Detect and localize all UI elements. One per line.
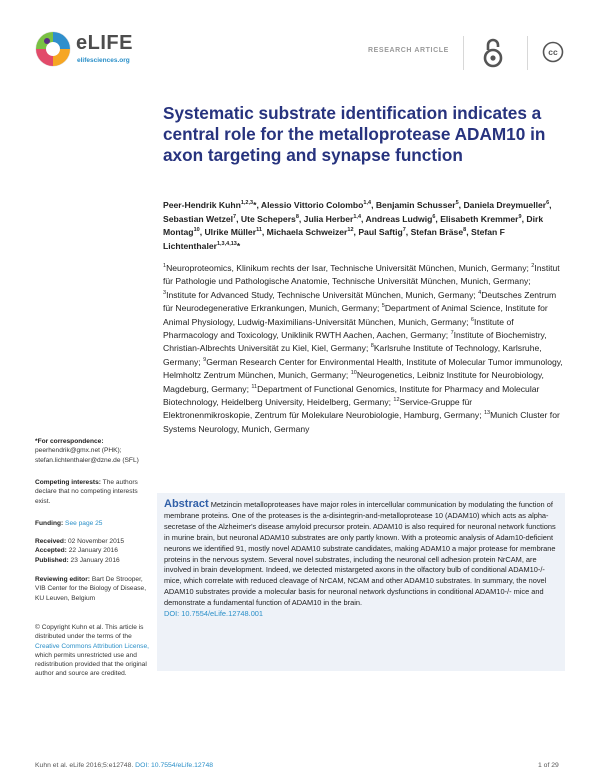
author-separator: ,: [521, 213, 527, 224]
author-separator: ,: [371, 200, 376, 210]
reviewing-editor-text: Bart De Strooper, VIB Center for the Biology of Disease, KU Leuven, Belgium: [35, 576, 147, 602]
reviewing-editor-block: [35, 575, 150, 603]
affiliation-text: Institute for Advanced Study, Technische Universität München, Munich, Germany;: [166, 289, 479, 300]
author-name[interactable]: Elisabeth Kremmer: [440, 213, 519, 224]
funding-block: [35, 519, 150, 528]
author-separator: ,: [298, 213, 304, 224]
footer-citation: [35, 762, 213, 769]
article-type-label: RESEARCH ARTICLE: [368, 47, 449, 54]
logo-site-url[interactable]: elifesciences.org: [77, 57, 130, 64]
author-affiliation-marker: 8: [295, 213, 299, 220]
author-name[interactable]: Julia Herber: [303, 213, 354, 224]
competing-interests-text: The authors declare that no competing interests exist.: [35, 479, 138, 505]
citation-doi-link[interactable]: DOI: 10.7554/eLife.12748: [135, 762, 214, 769]
received-date: 02 November 2015: [68, 538, 125, 545]
competing-interests-label: Competing interests:: [35, 479, 101, 486]
author-affiliation-marker: 10: [193, 227, 200, 234]
accepted-label: Accepted:: [35, 547, 67, 555]
dates-block: [35, 537, 150, 565]
affiliation-text: Institut für Pathologie und Pathologische Anatomie, Technische Universität München, Munich, Germany;: [163, 263, 560, 287]
affiliation-text: Deutsches Zentrum für Neurodegenerative Erkrankungen, Munich, Germany;: [163, 289, 557, 314]
license-link[interactable]: Creative Commons Attribution License,: [35, 642, 149, 650]
correspondence-block: [35, 437, 150, 465]
author-name[interactable]: Sebastian Wetzel: [163, 213, 234, 224]
author-affiliation-marker: 9: [518, 213, 522, 220]
affiliation-text: German Research Center for Environmental Health, Institute of Molecular Tumor immunology, Helmholtz Zentrum München, Munich, Germany;: [163, 356, 563, 381]
copyright-text: Copyright Kuhn et al. This article is distributed under the terms of the: [35, 624, 144, 641]
svg-text:cc: cc: [548, 47, 558, 58]
affiliation-number: 11: [251, 383, 258, 390]
author-separator: ,: [405, 227, 411, 238]
accepted-date: 22 January 2016: [68, 547, 118, 555]
abstract-doi-link[interactable]: DOI: 10.7554/eLife.12748.001: [164, 609, 264, 619]
author-list: [163, 199, 563, 254]
author-separator: ,: [256, 200, 261, 210]
affiliation-number: 12: [393, 397, 400, 404]
article-title: Systematic substrate identification indicates a central role for the metalloprotease ADAM10 in axon targeting and synapse function: [163, 103, 546, 165]
author-separator: ,: [199, 227, 205, 238]
published-date: 23 January 2016: [70, 556, 120, 564]
corresponding-author-mark: *: [253, 200, 257, 210]
elife-logo-icon[interactable]: [33, 29, 73, 69]
page-number: 1 of 29: [538, 762, 559, 769]
open-access-icon[interactable]: [481, 36, 505, 70]
header-divider: [463, 36, 464, 70]
author-affiliation-marker: 1,4: [363, 200, 372, 207]
published-label: Published:: [35, 556, 69, 564]
author-separator: ,: [353, 227, 359, 238]
author-name[interactable]: Stefan F Lichtenthaler: [163, 227, 505, 252]
logo-wordmark: eLIFE: [76, 32, 133, 54]
author-name[interactable]: Dirk Montag: [163, 213, 544, 238]
author-affiliation-marker: 5: [455, 200, 459, 207]
author-affiliation-marker: 1,2,3: [240, 200, 254, 207]
abstract: [164, 499, 560, 620]
author-affiliation-marker: 1,4: [353, 213, 362, 220]
copyright-icon: ©: [35, 624, 40, 631]
correspondence-email[interactable]: peerhendrik@gmx.net (PHK);: [35, 447, 122, 455]
affiliation-number: 1: [163, 263, 167, 270]
abstract-heading: Abstract: [164, 498, 209, 510]
affiliation-text: Karlsruhe Institute of Technology, Karlsruhe, Germany;: [163, 343, 542, 367]
funding-label: Funding:: [35, 520, 64, 527]
author-name[interactable]: Daniela Dreymueller: [463, 200, 547, 210]
author-affiliation-marker: 12: [347, 227, 354, 234]
author-affiliation-marker: 8: [463, 227, 467, 234]
author-separator: ,: [466, 227, 471, 238]
author-affiliation-marker: 6: [546, 200, 550, 207]
author-separator: ,: [261, 227, 267, 238]
abstract-text: Metzincin metalloproteases have major roles in intercellular communication by modulating the function of membrane proteins. One of the proteases is the a-disintegrin-and-metalloprotease 10 (ADAM10) which acts as alpha-secretase of the Alzheimer's disease amyloid precursor protein. ADAM10 is also required for neuronal network functions in murine brain, but neuronal ADAM10 substrates are only partly known. With a proteomic analysis of Adam10-deficient neurons we identified 91, mostly novel ADAM10 substrate candidates, making ADAM10 a major protease for membrane proteins in the nervous system. Several novel substrates, including the neuronal cell adhesion protein NrCAM, are involved in brain development. Indeed, we detected mistargeted axons in the olfactory bulb of conditional ADAM10-/- mice, which correlate with reduced cleavage of NrCAM, NCAM and other ADAM10 substrates. In summary, the novel ADAM10 substrates provide a molecular basis for neuronal network dysfunctions in conditional ADAM10-/- mice and demonstrate a fundamental function of ADAM10 in the brain.: [164, 500, 556, 608]
author-name[interactable]: Alessio Vittorio Colombo: [260, 200, 364, 210]
header-divider: [527, 36, 528, 70]
author-name[interactable]: Peer-Hendrik Kuhn: [163, 200, 241, 210]
competing-interests-block: [35, 478, 150, 506]
author-name[interactable]: Ulrike Müller: [204, 227, 257, 238]
affiliation-number: 9: [203, 356, 207, 363]
affiliation-text: Department of Animal Science, Institute for Animal Physiology, Ludwig-Maximilians-Universität München, Munich, Germany;: [163, 303, 548, 327]
affiliation-list: [163, 262, 563, 436]
author-separator: ,: [361, 213, 366, 224]
affiliation-text: Munich Cluster for Systems Neurology, Munich, Germany: [163, 410, 560, 434]
author-affiliation-marker: 7: [233, 213, 237, 220]
affiliation-number: 2: [531, 263, 535, 270]
author-name[interactable]: Paul Saftig: [358, 227, 403, 238]
affiliation-number: 5: [381, 303, 385, 310]
copyright-text-cont: which permits unrestricted use and redistribution provided that the original author and source are credited.: [35, 651, 147, 678]
copyright-block: [35, 623, 150, 679]
citation-text: Kuhn et al. eLife 2016;5:e12748.: [35, 762, 136, 769]
affiliation-text: Institute of Pharmacology and Toxicology, Uniklinik RWTH Aachen, Aachen, Germany;: [163, 316, 514, 341]
author-separator: ,: [458, 200, 464, 210]
author-name[interactable]: Stefan Bräse: [410, 227, 464, 238]
affiliation-number: 6: [470, 316, 474, 323]
affiliation-number: 13: [483, 410, 491, 417]
reviewing-editor-label: Reviewing editor:: [35, 576, 90, 583]
received-label: Received:: [35, 538, 67, 545]
author-separator: ,: [435, 213, 441, 224]
correspondence-email[interactable]: stefan.lichtenthaler@dzne.de (SFL): [35, 456, 139, 464]
author-separator: ,: [236, 213, 241, 224]
funding-link[interactable]: See page 25: [65, 520, 103, 527]
correspondence-label: *For correspondence:: [35, 438, 104, 445]
affiliation-number: 4: [478, 289, 482, 296]
corresponding-author-mark: *: [236, 241, 241, 252]
affiliation-text: Department of Functional Genomics, Institute for Pharmacy and Molecular Biotechnology, Heidelberg University, Heidelberg, Germany;: [163, 383, 540, 408]
author-name[interactable]: Michaela Schweizer: [266, 227, 348, 238]
author-name[interactable]: Benjamin Schusser: [375, 200, 456, 210]
affiliation-number: 7: [450, 330, 454, 337]
affiliation-number: 8: [370, 343, 374, 350]
author-affiliation-marker: 7: [402, 227, 406, 234]
affiliation-text: Service-Gruppe für Elektronenmikroskopie, Zentrum für Molekulare Neurobiologie, Hamburg, Germany;: [163, 397, 484, 421]
affiliation-text: Neuroproteomics, Klinikum rechts der Isar, Technische Universität München, Munich, Germany;: [166, 263, 532, 273]
author-affiliation-marker: 11: [256, 227, 262, 234]
author-separator: ,: [549, 200, 552, 210]
creative-commons-icon[interactable]: [542, 41, 564, 63]
affiliation-number: 10: [350, 370, 357, 377]
affiliation-text: Institute of Biochemistry, Christian-Albrechts Universität zu Kiel, Kiel, Germany;: [163, 330, 547, 354]
affiliation-text: Neurogenetics, Leibniz Institute for Neurobiology, Magdeburg, Germany;: [163, 370, 544, 394]
affiliation-number: 3: [163, 289, 167, 296]
author-name[interactable]: Andreas Ludwig: [365, 213, 433, 224]
author-name[interactable]: Ute Schepers: [240, 213, 296, 224]
author-affiliation-marker: 6: [432, 213, 436, 220]
author-affiliation-marker: 1,3,4,13: [216, 241, 237, 248]
